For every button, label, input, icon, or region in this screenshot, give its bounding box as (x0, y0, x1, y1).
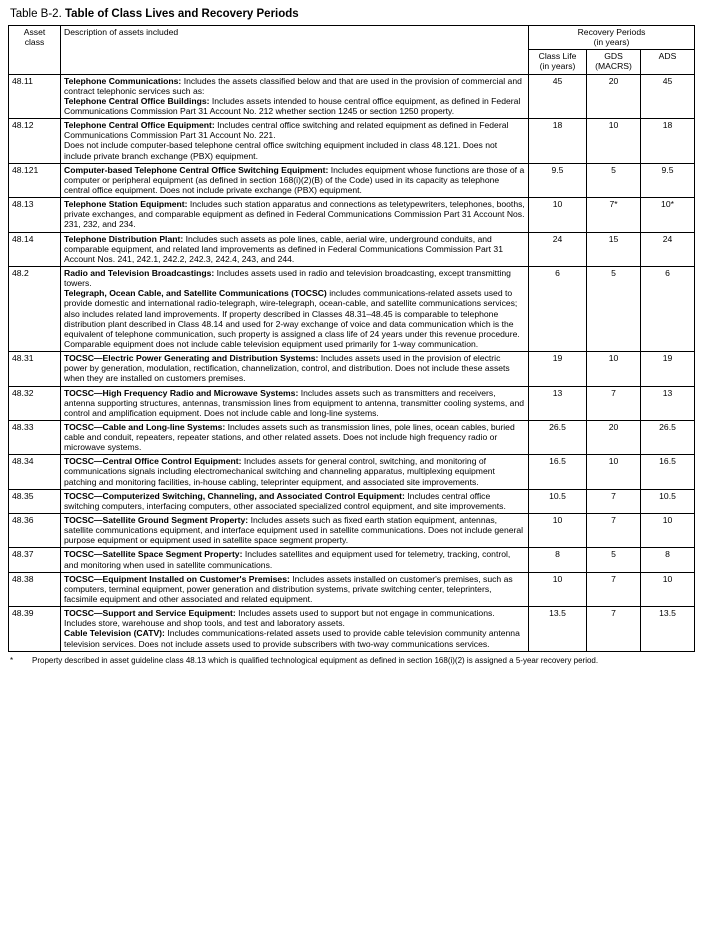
class-life-cell: 10.5 (529, 489, 587, 513)
description-heading: TOCSC—Computerized Switching, Channeling, and Associated Control Equipment: (64, 490, 405, 501)
gds-cell: 10 (587, 119, 641, 164)
asset-class-cell: 48.13 (9, 198, 61, 232)
asset-class-cell: 48.37 (9, 548, 61, 572)
table-row (9, 489, 695, 513)
description-cell (61, 386, 529, 420)
gds-cell: 10 (587, 352, 641, 386)
ads-cell: 19 (641, 352, 695, 386)
gds-cell: 15 (587, 232, 641, 266)
gds-cell: 10 (587, 455, 641, 489)
asset-class-cell: 48.2 (9, 266, 61, 351)
description-text: Does not include computer-based telephone central office switching equipment included in class 48.121. Does not include private branch exchange (PBX) equipment. (64, 140, 498, 161)
description-block (64, 165, 525, 195)
gds-cell: 7* (587, 198, 641, 232)
ads-cell: 13 (641, 386, 695, 420)
description-heading: Telegraph, Ocean Cable, and Satellite Communications (TOCSC) (64, 288, 327, 299)
gds-cell: 7 (587, 607, 641, 652)
ads-cell: 16.5 (641, 455, 695, 489)
description-cell (61, 163, 529, 197)
description-text: Includes assets intended to house central office equipment, as defined in Federal Communications Commission Part 31 Account No. 212 whether section 1245 or section 1250 property. (64, 95, 521, 116)
description-heading: Telephone Communications: (64, 75, 182, 86)
gds-cell: 7 (587, 386, 641, 420)
table-row (9, 548, 695, 572)
ads-cell: 45 (641, 74, 695, 119)
description-block (64, 288, 525, 349)
ads-cell: 10 (641, 572, 695, 606)
description-heading: TOCSC—Satellite Space Segment Property: (64, 549, 243, 560)
description-block (64, 76, 525, 96)
gds-cell: 20 (587, 74, 641, 119)
description-heading: Telephone Central Office Buildings: (64, 95, 210, 106)
table-row (9, 163, 695, 197)
description-cell (61, 420, 529, 454)
description-block (64, 549, 525, 569)
footnote-text: Property described in asset guideline class 48.13 which is qualified technological equipment as defined in section 168(i)(2) is assigned a 5-year recovery period. (32, 655, 599, 665)
description-block (64, 456, 525, 486)
description-block (64, 353, 525, 383)
header-gds (587, 50, 641, 74)
description-text: includes communications-related assets used to provide domestic and international radio-telegraph, wire-telegraph, ocean-cable, and satellite communications services; also includes related land improvements. If property described in Classes 48.31–48.45 is comparable to telephone distribution plant described in Class 48.14 and used for 2-way exchange of voice and data communication which is the equivalent of telephone communication, such property is assigned a class life of 24 years under this revenue procedure. Comparable equipment does not include cable television equipment used primarily for 1-way communication. (64, 288, 520, 349)
description-cell (61, 489, 529, 513)
description-block (64, 515, 525, 545)
header-recovery-periods-line2: (in years) (593, 37, 630, 48)
asset-class-cell: 48.121 (9, 163, 61, 197)
table-row (9, 352, 695, 386)
header-class-life (529, 50, 587, 74)
description-text: Includes equipment whose functions are those of a computer or peripheral equipment (as defined in section 168(i)(2)(B) of the Code) used in its capacity as telephone central office equipment. Does not include private exchange (PBX) equipment. (64, 164, 525, 195)
description-heading: TOCSC—Central Office Control Equipment: (64, 456, 242, 467)
asset-class-cell: 48.31 (9, 352, 61, 386)
ads-cell: 10* (641, 198, 695, 232)
description-text: Includes central office switching computers, interfacing computers, other associated specialized control equipment, and site improvements. (64, 490, 506, 511)
description-cell (61, 548, 529, 572)
table-row (9, 266, 695, 351)
description-block (64, 96, 525, 116)
description-heading: Telephone Station Equipment: (64, 199, 188, 210)
asset-class-cell: 48.38 (9, 572, 61, 606)
description-heading: TOCSC—Cable and Long-line Systems: (64, 421, 226, 432)
description-heading: TOCSC—Equipment Installed on Customer's Premises: (64, 573, 290, 584)
ads-cell: 13.5 (641, 607, 695, 652)
gds-cell: 5 (587, 163, 641, 197)
table-caption-label: Table B-2. (10, 8, 62, 20)
class-life-cell: 24 (529, 232, 587, 266)
description-block (64, 608, 525, 628)
class-life-cell: 13.5 (529, 607, 587, 652)
description-cell (61, 266, 529, 351)
table-row (9, 572, 695, 606)
description-text: Includes the assets classified below and that are used in the provision of commercial and contract telephonic services such as: (64, 75, 522, 96)
description-cell (61, 232, 529, 266)
asset-class-cell: 48.35 (9, 489, 61, 513)
class-life-cell: 8 (529, 548, 587, 572)
table-head (9, 26, 695, 75)
description-cell (61, 514, 529, 548)
description-block (64, 628, 525, 648)
gds-cell: 7 (587, 572, 641, 606)
asset-class-cell: 48.33 (9, 420, 61, 454)
description-text: Includes assets for general control, switching, and monitoring of communications signals including electromechanical switching and channeling apparatus, multiplexing equipment patching and monitoring facilities, in-house cabling, teleprinter equipment, and associated site improvements. (64, 456, 495, 487)
gds-cell: 7 (587, 514, 641, 548)
gds-cell: 20 (587, 420, 641, 454)
description-text: Includes assets such as transmitters and receivers, antenna supporting structures, antennas, transmission lines from equipment to antenna, transmitter cooling systems, and control and amplification equipment. Does not include cable and long-line systems. (64, 387, 525, 418)
description-heading: Cable Television (CATV): (64, 628, 165, 639)
description-block (64, 422, 525, 452)
description-cell (61, 198, 529, 232)
description-heading: TOCSC—Satellite Ground Segment Property: (64, 515, 249, 526)
header-asset-class-line2: class (24, 37, 45, 48)
description-heading: TOCSC—Support and Service Equipment: (64, 608, 236, 619)
header-recovery-periods (529, 26, 695, 50)
ads-cell: 10.5 (641, 489, 695, 513)
description-cell (61, 607, 529, 652)
table-row (9, 420, 695, 454)
description-block (64, 140, 525, 160)
class-life-cell: 13 (529, 386, 587, 420)
description-text: Includes such station apparatus and connections as teletypewriters, telephones, booths, private exchanges, and comparable equipment as defined in Federal Communications Commission Part 31 Account Nos. 231, 232, and 234. (64, 199, 525, 230)
header-ads (641, 50, 695, 74)
header-gds-line1: GDS (604, 51, 623, 62)
header-ads-label: ADS (658, 51, 677, 62)
description-heading: TOCSC—Electric Power Generating and Distribution Systems: (64, 353, 319, 364)
class-life-cell: 10 (529, 514, 587, 548)
ads-cell: 18 (641, 119, 695, 164)
header-recovery-periods-line1: Recovery Periods (577, 27, 646, 37)
footnote-mark: * (10, 655, 14, 665)
table-caption (10, 8, 694, 20)
description-text: Includes assets used in the provision of electric power by generation, modulation, rectification, channelization, control, and distribution. Does not include these assets when they are installed on customers premises. (64, 353, 510, 384)
description-block (64, 388, 525, 418)
ads-cell: 8 (641, 548, 695, 572)
asset-class-cell: 48.34 (9, 455, 61, 489)
description-text: Includes assets used to support but not engage in communications. Includes store, warehouse and shop tools, and test and laboratory assets. (64, 608, 495, 629)
description-text: Includes communications-related assets used to provide cable television community antenna television services. Does not include assets used to provide subscribers with two-way communications services. (64, 628, 520, 649)
description-text: Includes assets installed on customer's premises, such as computers, terminal equipment, power generation and distribution systems, private switching center, teleprinters, facsimile equipment and other associated and related equipment. (64, 573, 513, 605)
class-life-cell: 6 (529, 266, 587, 351)
ads-cell: 10 (641, 514, 695, 548)
description-cell (61, 74, 529, 119)
table-caption-title: Table of Class Lives and Recovery Periods (64, 8, 299, 20)
table-row (9, 607, 695, 652)
header-class-life-line2: (in years) (539, 61, 576, 72)
header-description-label: Description of assets included (64, 27, 179, 37)
header-gds-line2: (MACRS) (595, 61, 632, 72)
ads-cell: 6 (641, 266, 695, 351)
description-text: Includes assets such as fixed earth station equipment, antennas, satellite communications equipment, and interface equipment used in satellite communications. Does not include general purpose equipment or equipment used in satellite space segment property. (64, 515, 524, 546)
table-row (9, 386, 695, 420)
class-life-cell: 19 (529, 352, 587, 386)
description-heading: Telephone Distribution Plant: (64, 233, 184, 244)
ads-cell: 9.5 (641, 163, 695, 197)
class-lives-table (8, 25, 695, 652)
description-block (64, 491, 525, 511)
asset-class-cell: 48.32 (9, 386, 61, 420)
header-asset-class (9, 26, 61, 75)
gds-cell: 5 (587, 548, 641, 572)
table-row (9, 198, 695, 232)
class-life-cell: 45 (529, 74, 587, 119)
description-block (64, 199, 525, 229)
class-life-cell: 9.5 (529, 163, 587, 197)
description-text: Includes assets used in radio and television broadcasting, except transmitting towers. (64, 267, 511, 289)
header-description (61, 26, 529, 75)
description-block (64, 234, 525, 264)
class-life-cell: 10 (529, 198, 587, 232)
description-heading: Computer-based Telephone Central Office Switching Equipment: (64, 164, 329, 175)
asset-class-cell: 48.39 (9, 607, 61, 652)
description-block (64, 574, 525, 604)
gds-cell: 5 (587, 266, 641, 351)
header-asset-class-line1: Asset (23, 27, 46, 37)
description-heading: Radio and Television Broadcastings: (64, 267, 215, 278)
gds-cell: 7 (587, 489, 641, 513)
description-heading: TOCSC—High Frequency Radio and Microwave Systems: (64, 387, 299, 398)
description-heading: Telephone Central Office Equipment: (64, 120, 215, 131)
table-row (9, 232, 695, 266)
asset-class-cell: 48.14 (9, 232, 61, 266)
class-life-cell: 26.5 (529, 420, 587, 454)
table-row (9, 455, 695, 489)
table-row (9, 119, 695, 164)
class-life-cell: 16.5 (529, 455, 587, 489)
ads-cell: 26.5 (641, 420, 695, 454)
table-body (9, 74, 695, 651)
description-text: Includes satellites and equipment used for telemetry, tracking, control, and monitoring when used in satellite communications. (64, 549, 511, 570)
description-cell (61, 572, 529, 606)
header-class-life-line1: Class Life (538, 51, 577, 62)
table-row (9, 74, 695, 119)
description-cell (61, 119, 529, 164)
asset-class-cell: 48.11 (9, 74, 61, 119)
asset-class-cell: 48.12 (9, 119, 61, 164)
description-cell (61, 455, 529, 489)
class-life-cell: 10 (529, 572, 587, 606)
table-footnote (8, 656, 694, 666)
description-text: Includes such assets as pole lines, cable, aerial wire, underground conduits, and comparable equipment, and related land improvements as defined in Federal Communications Commission Part 31 Account Nos. 241, 242.1, 242.2, 242.3, 242.4, 243, and 244. (64, 233, 503, 264)
table-row (9, 514, 695, 548)
asset-class-cell: 48.36 (9, 514, 61, 548)
description-block (64, 268, 525, 288)
class-life-cell: 18 (529, 119, 587, 164)
description-block (64, 120, 525, 140)
description-text: Includes central office switching and related equipment as defined in Federal Communications Commission Part 31 Account No. 221. (64, 120, 509, 141)
ads-cell: 24 (641, 232, 695, 266)
description-cell (61, 352, 529, 386)
description-text: Includes assets such as transmission lines, pole lines, ocean cables, buried cable and conduit, repeaters, repeater stations, and other related assets. Does not include high frequency radio or microwave systems. (64, 421, 515, 453)
header-row-top (9, 26, 695, 50)
